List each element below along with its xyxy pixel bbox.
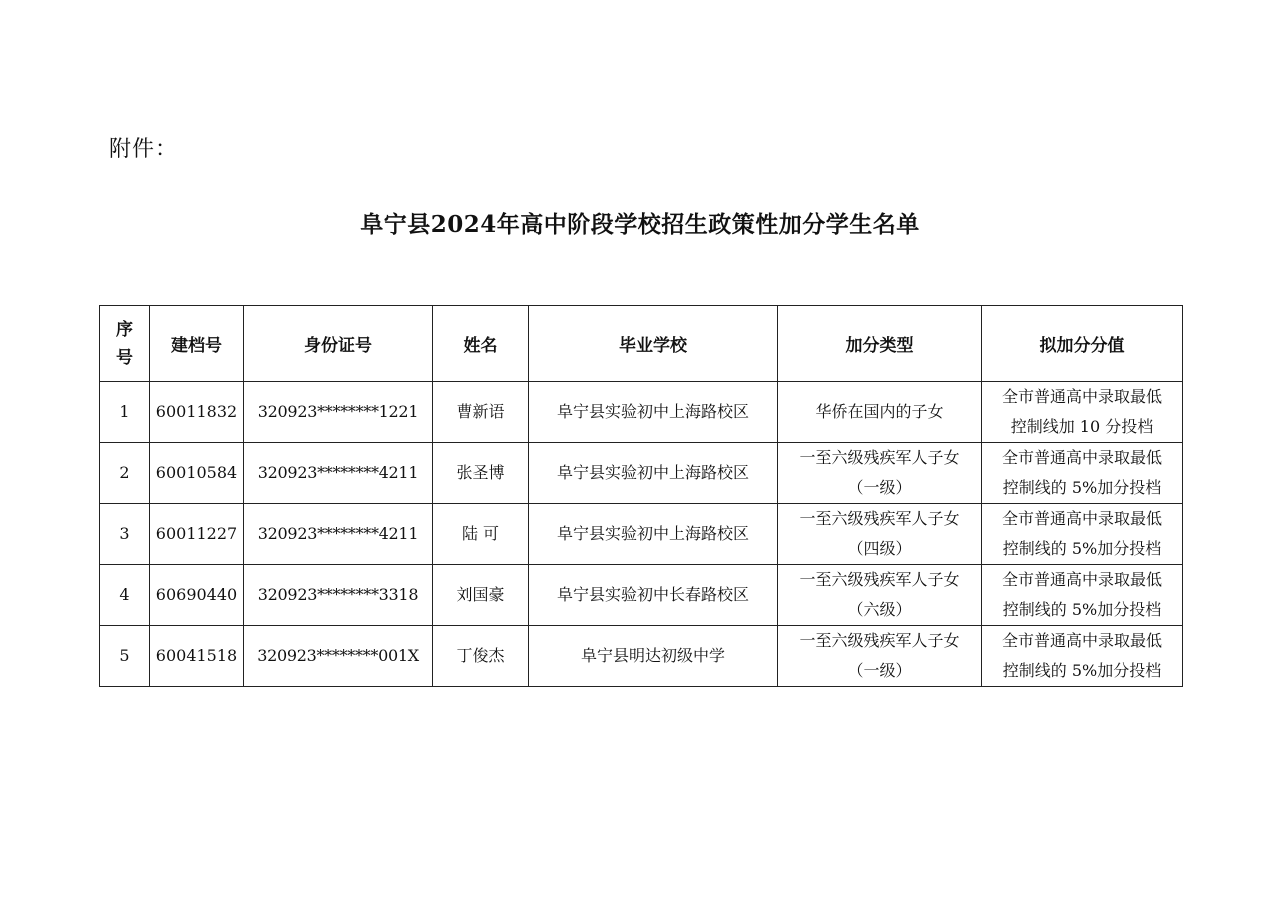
cell-id-no: 320923********001X	[244, 626, 433, 687]
bonus-value-line1: 全市普通高中录取最低	[1001, 509, 1162, 528]
cell-file-no: 60011832	[150, 382, 244, 443]
cell-seq: 3	[100, 504, 150, 565]
student-roster-table	[99, 305, 1183, 687]
cell-name: 刘国豪	[433, 565, 529, 626]
bonus-type-line2: （一级）	[847, 661, 912, 680]
cell-id-no: 320923********3318	[244, 565, 433, 626]
cell-school: 阜宁县实验初中上海路校区	[529, 504, 778, 565]
cell-bonus-value	[982, 626, 1183, 687]
table-row	[100, 626, 1183, 687]
cell-bonus-value	[982, 382, 1183, 443]
cell-school: 阜宁县实验初中长春路校区	[529, 565, 778, 626]
cell-bonus-type	[778, 443, 982, 504]
cell-id-no: 320923********4211	[244, 504, 433, 565]
document-title: 阜宁县2024年高中阶段学校招生政策性加分学生名单	[360, 211, 920, 238]
header-seq-line1: 序	[116, 319, 133, 340]
bonus-type-line1: 华侨在国内的子女	[815, 402, 944, 421]
header-id-no: 身份证号	[244, 306, 433, 382]
cell-school: 阜宁县实验初中上海路校区	[529, 382, 778, 443]
bonus-type-line1: 一至六级残疾军人子女	[799, 570, 960, 589]
table-header-row	[100, 306, 1183, 382]
bonus-value-line1: 全市普通高中录取最低	[1001, 448, 1162, 467]
bonus-type-line1: 一至六级残疾军人子女	[799, 509, 960, 528]
bonus-type-line2: （六级）	[847, 600, 912, 619]
bonus-value-line2: 控制线的 5%加分投档	[1002, 600, 1162, 619]
table-row	[100, 565, 1183, 626]
cell-name: 丁俊杰	[433, 626, 529, 687]
header-name: 姓名	[433, 306, 529, 382]
cell-bonus-type	[778, 626, 982, 687]
bonus-type-line1: 一至六级残疾军人子女	[799, 448, 960, 467]
cell-school: 阜宁县实验初中上海路校区	[529, 443, 778, 504]
bonus-value-line2: 控制线的 5%加分投档	[1002, 478, 1162, 497]
cell-school: 阜宁县明达初级中学	[529, 626, 778, 687]
table-row	[100, 382, 1183, 443]
cell-bonus-type	[778, 565, 982, 626]
cell-seq: 5	[100, 626, 150, 687]
bonus-value-line1: 全市普通高中录取最低	[1001, 631, 1162, 650]
cell-file-no: 60690440	[150, 565, 244, 626]
table-row	[100, 443, 1183, 504]
cell-name: 张圣博	[433, 443, 529, 504]
cell-bonus-type	[778, 504, 982, 565]
header-bonus-value: 拟加分分值	[982, 306, 1183, 382]
bonus-value-line2: 控制线加 10 分投档	[1010, 417, 1154, 436]
table-row	[100, 504, 1183, 565]
bonus-type-line2: （四级）	[847, 539, 912, 558]
cell-name: 陆 可	[433, 504, 529, 565]
header-seq	[100, 306, 150, 382]
cell-name: 曹新语	[433, 382, 529, 443]
bonus-value-line1: 全市普通高中录取最低	[1001, 570, 1162, 589]
bonus-type-line1: 一至六级残疾军人子女	[799, 631, 960, 650]
header-file-no: 建档号	[150, 306, 244, 382]
cell-file-no: 60010584	[150, 443, 244, 504]
bonus-value-line2: 控制线的 5%加分投档	[1002, 661, 1162, 680]
cell-bonus-value	[982, 504, 1183, 565]
cell-id-no: 320923********4211	[244, 443, 433, 504]
attachment-label: 附件：	[109, 137, 179, 162]
cell-id-no: 320923********1221	[244, 382, 433, 443]
bonus-value-line2: 控制线的 5%加分投档	[1002, 539, 1162, 558]
header-school: 毕业学校	[529, 306, 778, 382]
cell-seq: 1	[100, 382, 150, 443]
cell-file-no: 60011227	[150, 504, 244, 565]
header-seq-line2: 号	[116, 347, 133, 368]
cell-bonus-value	[982, 565, 1183, 626]
cell-file-no: 60041518	[150, 626, 244, 687]
bonus-type-line2: （一级）	[847, 478, 912, 497]
cell-seq: 2	[100, 443, 150, 504]
header-bonus-type: 加分类型	[778, 306, 982, 382]
cell-bonus-value	[982, 443, 1183, 504]
cell-bonus-type	[778, 382, 982, 443]
bonus-value-line1: 全市普通高中录取最低	[1001, 387, 1162, 406]
cell-seq: 4	[100, 565, 150, 626]
